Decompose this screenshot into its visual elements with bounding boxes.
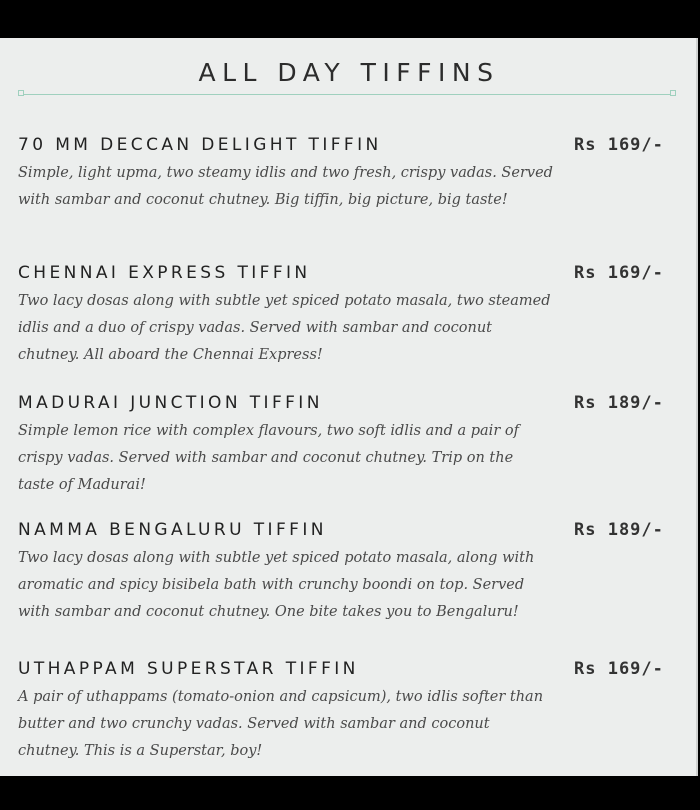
menu-item-description: Simple lemon rice with complex flavours, two soft idlis and a pair of crispy vadas. Served with sambar and coconut chutney. Trip on the taste of Madurai!: [18, 423, 519, 493]
menu-item-price: Rs 189/-: [574, 393, 664, 413]
menu-page: [0, 38, 698, 776]
menu-item-price: Rs 169/-: [574, 263, 664, 283]
menu-title: ALL DAY TIFFINS: [198, 58, 500, 87]
menu-item-name: MADURAI JUNCTION TIFFIN: [18, 393, 323, 413]
divider-left-cap: [18, 90, 24, 96]
menu-item-description: Two lacy dosas along with subtle yet spiced potato masala, two steamed idlis and a duo of crispy vadas. Served with sambar and coconut chutney. All aboard the Chennai Express!: [18, 293, 551, 363]
menu-item-price: Rs 169/-: [574, 135, 664, 155]
title-divider: [22, 94, 672, 95]
menu-item-description: Simple, light upma, two steamy idlis and two fresh, crispy vadas. Served with sambar and coconut chutney. Big tiffin, big picture, big taste!: [18, 165, 553, 208]
menu-item-name: 70 MM DECCAN DELIGHT TIFFIN: [18, 135, 382, 155]
menu-item-price: Rs 169/-: [574, 659, 664, 679]
menu-item-name: CHENNAI EXPRESS TIFFIN: [18, 263, 311, 283]
menu-item-description: Two lacy dosas along with subtle yet spiced potato masala, along with aromatic and spicy bisibela bath with crunchy boondi on top. Served with sambar and coconut chutney. One bite takes you to Bengaluru!: [18, 550, 535, 620]
menu-item-price: Rs 189/-: [574, 520, 664, 540]
menu-item-name: UTHAPPAM SUPERSTAR TIFFIN: [18, 659, 359, 679]
divider-right-cap: [670, 90, 676, 96]
menu-item-description: A pair of uthappams (tomato-onion and capsicum), two idlis softer than butter and two crunchy vadas. Served with sambar and coconut chutney. This is a Superstar, boy!: [18, 689, 544, 759]
menu-item-name: NAMMA BENGALURU TIFFIN: [18, 520, 327, 540]
